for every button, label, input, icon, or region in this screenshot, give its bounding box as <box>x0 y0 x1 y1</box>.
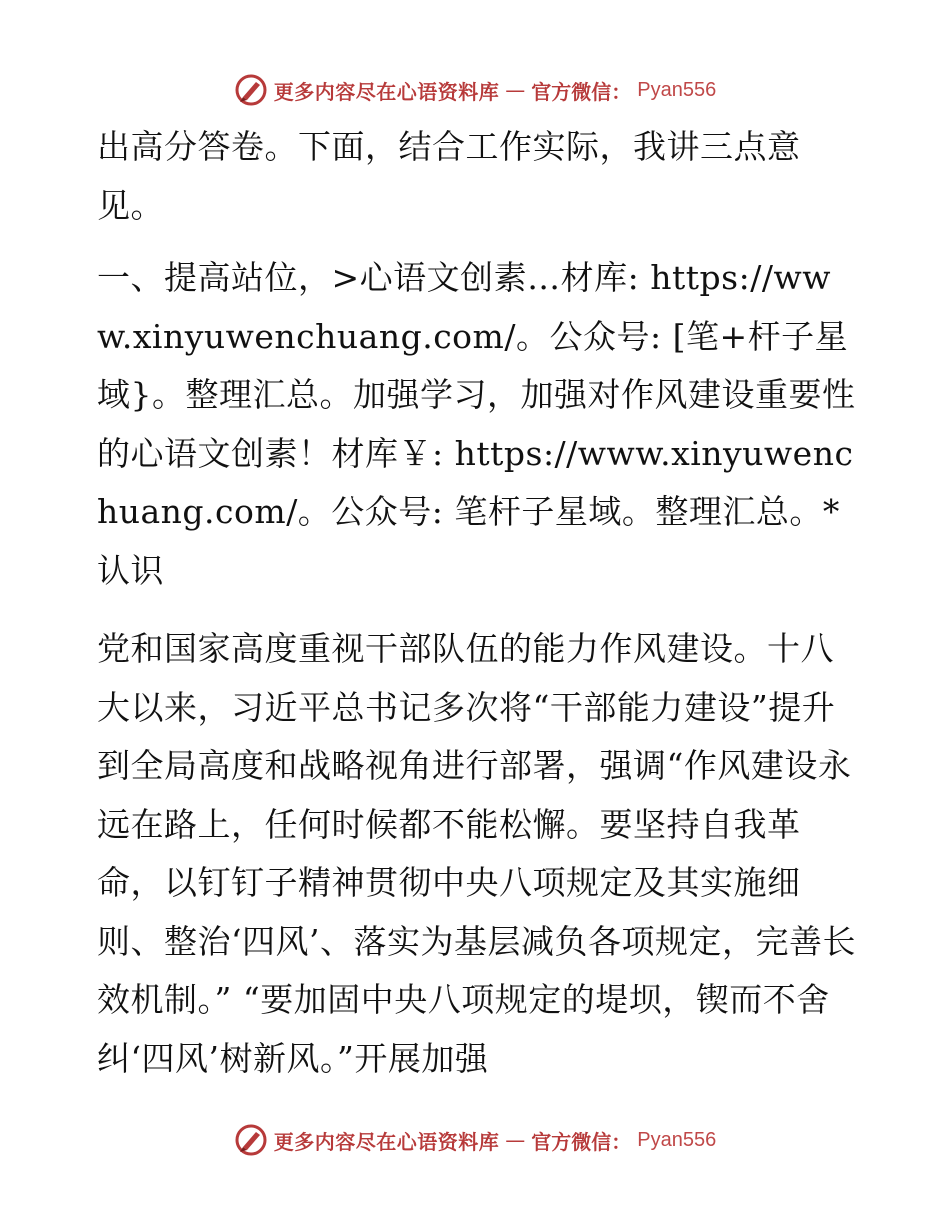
header-banner <box>0 70 950 110</box>
banner-main-text: 更多内容尽在心语资料库 <box>273 1129 500 1154</box>
banner-wechat-label: 官方微信： <box>531 79 632 104</box>
banner-wechat-label: 官方微信： <box>531 1129 632 1154</box>
banner-separator: — <box>505 1128 526 1152</box>
banner-wechat-id: Pyan556 <box>637 78 717 101</box>
banner-main-text: 更多内容尽在心语资料库 <box>273 79 500 104</box>
banner-separator: — <box>505 78 526 102</box>
paragraph-body: 党和国家高度重视干部队伍的能力作风建设。十八大以来，习近平总书记多次将“干部能力建设”提升到全局高度和战略视角进行部署，强调“作风建设永远在路上，任何时候都不能松懈。要坚持自我革命，以钉钉子精神贯彻中央八项规定及其实施细则、整治‘四风’、落实为基层减负各项规定，完善长效机制。” “要加固中央八项规定的堤坝，锲而不舍纠‘四风’树新风。”开展加强 <box>97 629 856 1078</box>
pen-logo-icon <box>234 1123 268 1157</box>
paragraph-section-one: 一、提高站位，>心语文创素…材库: https://www.xinyuwenchuang.com/。公众号: [笔+杆子星域}。整理汇总。加强学习，加强对作风建设重要性的心语文创素！材库￥: https://www.xinyuwenchuang.com/。公众号: 笔杆子星域。整理汇总。*认识 <box>97 258 856 590</box>
footer-banner <box>0 1120 950 1160</box>
pen-logo-icon <box>234 73 268 107</box>
paragraph-intro: 出高分答卷。下面，结合工作实际，我讲三点意见。 <box>97 127 801 225</box>
document-body <box>97 118 857 1088</box>
banner-wechat-id: Pyan556 <box>637 1128 717 1151</box>
